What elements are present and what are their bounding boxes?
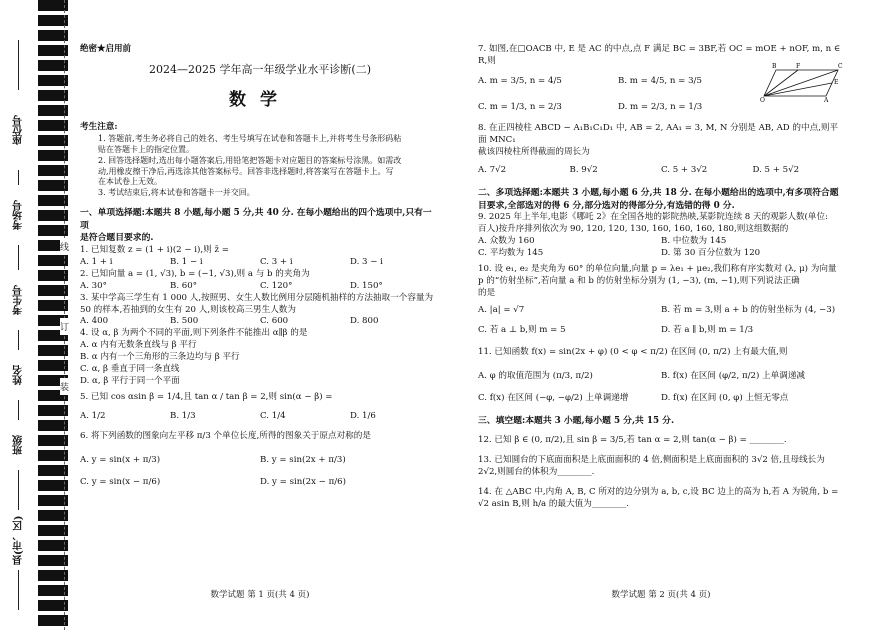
option: A. φ 的取值范围为 (π/3, π/2)	[478, 370, 593, 381]
binding-word-staple: 装	[60, 378, 69, 395]
option: B. 中位数为 145	[661, 236, 727, 247]
options-9-cd	[478, 248, 844, 260]
fill-line	[18, 470, 19, 510]
vector-oe	[764, 83, 832, 96]
notice-line: 贴在答题卡上的指定位置。	[98, 145, 194, 154]
option: A. 30°	[80, 280, 107, 291]
question-6: 6. 将下列函数的图象向左平移 π/3 个单位长度,所得的图象关于原点对称的是	[80, 431, 371, 442]
vector-of	[764, 70, 798, 96]
question-7: 7. 如图,在□OACB 中, E 是 AC 的中点,点 F 满足 BC = 3BF,若 OC = mOE + nOF, m, n ∈ R,则	[478, 44, 841, 66]
option: A. α 内有无数条直线与 β 平行	[80, 340, 197, 351]
options-6-ab	[80, 455, 440, 467]
fill-line	[18, 400, 19, 420]
question-14-cont: √2 asin B,则 h/a 的最大值为________.	[478, 498, 629, 509]
option: C. f(x) 在区间 (−φ, −φ/2) 上单调递增	[478, 392, 629, 403]
notice-line: 3. 考试结束后,将本试卷和答题卡一并交回。	[98, 188, 255, 198]
subject-title: 数学	[229, 89, 291, 110]
option: A. m = 3/5, n = 4/5	[478, 75, 562, 86]
option: A. |a| = √7	[478, 305, 525, 316]
question-9: 9. 2025 年上半年,电影《哪吒 2》在全国各地的影院热映,某影院连续 8 天的观影人数(单位:	[478, 212, 828, 223]
options-10-ab	[478, 305, 844, 317]
question-2: 2. 已知向量 a = (1, √3), b = (−1, √3),则 a 与 b 的夹角为	[80, 268, 310, 279]
option: B. 若 m = 3,则 a + b 的仿射坐标为 (4, −3)	[661, 305, 836, 316]
option: B. 9√2	[569, 165, 598, 176]
options-7-cd	[478, 102, 758, 114]
binding-gutter	[0, 0, 38, 630]
option: D. α, β 平行于同一个平面	[80, 375, 180, 386]
point-label: F	[796, 63, 801, 70]
point-label: O	[760, 97, 765, 104]
option: B. m = 4/5, n = 3/5	[618, 75, 702, 86]
point-label: E	[834, 79, 839, 86]
question-1: 1. 已知复数 z = (1 + i)(2 − i),则 z̄ =	[80, 245, 229, 256]
option: D. 若 a ∥ b,则 m = 1/3	[661, 325, 754, 336]
question-11: 11. 已知函数 f(x) = sin(2x + φ) (0 < φ < π/2) 在区间 (0, π/2) 上有最大值,则	[478, 347, 788, 358]
options-8	[478, 165, 844, 177]
parallelogram-diagram	[760, 62, 842, 102]
fill-line	[18, 40, 19, 90]
section-1-heading-cont: 是符合题目要求的.	[80, 233, 154, 244]
section-2-heading: 二、多项选择题:本题共 3 小题,每小题 6 分,共 18 分. 在每小题给出的选项中,有多项符合题	[478, 187, 839, 198]
option: D. 1/6	[350, 411, 376, 422]
exam-page-1	[80, 0, 440, 630]
question-8-cont: 截该四棱柱所得截面的周长为	[478, 147, 590, 158]
question-10-cont: 的是	[478, 287, 496, 298]
question-13-cont: 2√2,则圆台的体积为________.	[478, 467, 595, 478]
options-5	[80, 411, 440, 423]
option: B. y = sin(2x + π/3)	[260, 455, 346, 466]
question-3: 3. 某中学高三学生有 1 000 人,按照男、女生人数比例用分层随机抽样的方法抽取一个容量为	[80, 292, 434, 303]
notice-line: 1. 答题前,考生务必将自己的姓名、考生号填写在试卷和答题卡上,并将考生号条形码粘	[98, 134, 402, 144]
option: B. 500	[170, 316, 199, 327]
notice-line: 2. 回答选择题时,选出每小题答案后,用铅笔把答题卡对应题目的答案标号涂黑。如需改	[98, 155, 402, 165]
question-3-cont: 50 的样本,若抽到的女生有 20 人,则该校高三男生人数为	[80, 304, 296, 315]
label-student-no: 考生号	[13, 285, 25, 315]
options-9-ab	[478, 236, 844, 248]
option: A. 7√2	[478, 165, 507, 176]
question-14: 14. 在 △ABC 中,内角 A, B, C 所对的边分别为 a, b, c,设 BC 边上的高为 h,若 A 为锐角, b =	[478, 487, 839, 498]
section-1-heading: 一、单项选择题:本题共 8 小题,每小题 5 分,共 40 分. 在每小题给出的四个选项中,只有一项	[80, 207, 432, 231]
option: C. 平均数为 145	[478, 247, 544, 258]
options-6-cd	[80, 477, 440, 489]
option: D. f(x) 在区间 (0, φ) 上恒无零点	[661, 392, 789, 403]
label-county: 县(市、区)	[13, 515, 25, 565]
options-1	[80, 257, 440, 269]
option: B. 1 − i	[170, 257, 203, 268]
section-3-heading: 三、填空题:本题共 3 小题,每小题 5 分,共 15 分.	[478, 415, 675, 426]
option: B. f(x) 在区间 (φ/2, π/2) 上单调递减	[661, 370, 806, 381]
notice-line: 动,用橡皮擦干净后,再选涂其他答案标号。回答非选择题时,将答案写在答题卡上。写	[98, 166, 394, 176]
notice-list	[80, 134, 440, 199]
exam-title: 2024—2025 学年高一年级学业水平诊断(二)	[148, 62, 372, 76]
option: C. 3 + i	[260, 257, 293, 268]
vector-oc	[764, 70, 838, 96]
binding-cut-line	[64, 0, 65, 630]
option: D. m = 2/3, n = 1/3	[618, 101, 703, 112]
question-10-cont: p 的“仿射坐标”,若向量 a 和 b 的仿射坐标分别为 (1, −3), (m, −1),则下列说法正确	[478, 275, 800, 286]
option: D. 800	[350, 316, 379, 327]
option: C. m = 1/3, n = 2/3	[478, 101, 562, 112]
exam-page-2	[478, 0, 844, 630]
notice-heading: 考生注意:	[80, 122, 118, 133]
option: B. α 内有一个三角形的三条边均与 β 平行	[80, 351, 240, 362]
point-label: C	[838, 63, 843, 70]
options-7-ab	[478, 76, 758, 88]
fill-line	[18, 330, 19, 350]
question-5: 5. 已知 cos αsin β = 1/4,且 tan α / tan β = 2,则 sin(α − β) =	[80, 391, 333, 402]
label-name: 姓名	[13, 365, 25, 385]
section-2-heading-cont: 目要求,全部选对的得 6 分,部分选对的得部分分,有选错的得 0 分.	[478, 200, 735, 211]
option: A. y = sin(x + π/3)	[80, 455, 161, 466]
option: C. 若 a ⊥ b,则 m = 5	[478, 325, 566, 336]
question-8: 8. 在正四棱柱 ABCD − A₁B₁C₁D₁ 中, AB = 2, AA₁ = 3, M, N 分别是 AB, AD 的中点,则平面 MNC₁	[478, 123, 839, 146]
point-label: A	[824, 97, 829, 104]
option: C. 5 + 3√2	[661, 165, 708, 176]
binding-word-line: 线	[60, 238, 69, 255]
label-class: 班级	[13, 435, 25, 455]
option: D. y = sin(2x − π/6)	[260, 476, 346, 487]
options-3	[80, 316, 440, 328]
option: C. 120°	[260, 280, 293, 291]
options-10-cd	[478, 325, 844, 337]
question-4: 4. 设 α, β 为两个不同的平面,则下列条件不能推出 α∥β 的是	[80, 328, 308, 339]
options-11-cd	[478, 393, 844, 405]
label-seat: 座位号	[13, 115, 25, 145]
option: D. 150°	[350, 280, 383, 291]
fill-line	[18, 570, 19, 610]
option: D. 第 30 百分位数为 120	[661, 247, 761, 258]
options-2	[80, 281, 440, 293]
notice-line: 在本试卷上无效。	[98, 177, 162, 187]
option: C. 600	[260, 316, 289, 327]
question-10: 10. 设 e₁, e₂ 是夹角为 60° 的单位向量,向量 p = λe₁ + μe₂,我们称有序实数对 (λ, μ) 为向量	[478, 263, 837, 274]
option: A. 1/2	[80, 411, 106, 422]
label-exam-room: 考场号	[13, 200, 25, 230]
option: B. 60°	[170, 280, 198, 291]
option: D. 3 − i	[350, 257, 383, 268]
option: C. 1/4	[260, 411, 286, 422]
page-footer-1: 数学试题 第 1 页(共 4 页)	[210, 590, 310, 601]
fill-line	[18, 245, 19, 270]
option: A. 400	[80, 316, 109, 327]
options-11-ab	[478, 371, 844, 383]
confidential-mark: 绝密★启用前	[80, 44, 132, 54]
option: A. 众数为 160	[478, 236, 535, 247]
question-12: 12. 已知 β ∈ (0, π/2),且 sin β = 3/5,若 tan α = 2,则 tan(α − β) = ________.	[478, 435, 787, 446]
option: D. 5 + 5√2	[752, 165, 800, 176]
option: C. α, β 垂直于同一条直线	[80, 363, 180, 374]
binding-word-bind: 订	[60, 318, 69, 335]
point-label: B	[772, 63, 777, 70]
option: B. 1/3	[170, 411, 196, 422]
question-9-cont: 百人)按升序排列依次为 90, 120, 120, 130, 160, 160, 160, 180,则这组数据的	[478, 224, 789, 235]
page-footer-2: 数学试题 第 2 页(共 4 页)	[611, 590, 711, 601]
option: A. 1 + i	[80, 257, 113, 268]
fill-line	[18, 170, 19, 185]
question-13: 13. 已知圆台的下底面面积是上底面面积的 4 倍,侧面积是上底面面积的 3√2 倍,且母线长为	[478, 455, 825, 466]
option: C. y = sin(x − π/6)	[80, 476, 161, 487]
